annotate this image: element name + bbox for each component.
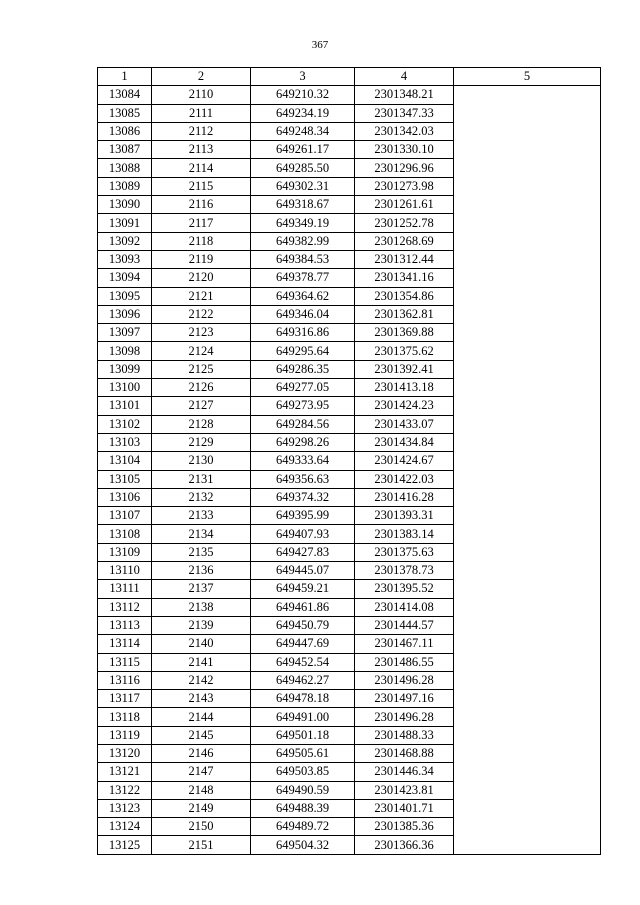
- cell-note: [454, 196, 601, 214]
- cell-y-coordinate: 2301342.03: [355, 122, 454, 140]
- cell-x-coordinate: 649384.53: [251, 250, 355, 268]
- table-row: [98, 104, 601, 122]
- table-row: [98, 379, 601, 397]
- cell-x-coordinate: 649490.59: [251, 781, 355, 799]
- table-row: [98, 708, 601, 726]
- cell-y-coordinate: 2301424.23: [355, 397, 454, 415]
- cell-note: [454, 177, 601, 195]
- cell-y-coordinate: 2301378.73: [355, 562, 454, 580]
- cell-x-coordinate: 649462.27: [251, 671, 355, 689]
- cell-vertex-number: 2116: [152, 196, 251, 214]
- cell-x-coordinate: 649346.04: [251, 305, 355, 323]
- cell-x-coordinate: 649333.64: [251, 452, 355, 470]
- cell-point-number: 13124: [98, 818, 152, 836]
- table-row: [98, 690, 601, 708]
- cell-y-coordinate: 2301446.34: [355, 763, 454, 781]
- cell-vertex-number: 2151: [152, 836, 251, 854]
- cell-note: [454, 708, 601, 726]
- cell-note: [454, 122, 601, 140]
- cell-y-coordinate: 2301468.88: [355, 744, 454, 762]
- cell-point-number: 13110: [98, 562, 152, 580]
- table-row: [98, 141, 601, 159]
- table-row: [98, 86, 601, 104]
- cell-y-coordinate: 2301401.71: [355, 799, 454, 817]
- cell-x-coordinate: 649407.93: [251, 525, 355, 543]
- cell-point-number: 13089: [98, 177, 152, 195]
- cell-note: [454, 525, 601, 543]
- cell-point-number: 13112: [98, 598, 152, 616]
- table-row: [98, 580, 601, 598]
- cell-note: [454, 726, 601, 744]
- cell-note: [454, 433, 601, 451]
- header-col-4: 4: [355, 68, 454, 86]
- cell-y-coordinate: 2301496.28: [355, 708, 454, 726]
- cell-point-number: 13100: [98, 379, 152, 397]
- cell-vertex-number: 2144: [152, 708, 251, 726]
- cell-point-number: 13102: [98, 415, 152, 433]
- cell-x-coordinate: 649504.32: [251, 836, 355, 854]
- cell-note: [454, 232, 601, 250]
- cell-y-coordinate: 2301252.78: [355, 214, 454, 232]
- cell-x-coordinate: 649234.19: [251, 104, 355, 122]
- cell-y-coordinate: 2301296.96: [355, 159, 454, 177]
- table-row: [98, 525, 601, 543]
- cell-vertex-number: 2114: [152, 159, 251, 177]
- cell-note: [454, 488, 601, 506]
- cell-note: [454, 360, 601, 378]
- cell-point-number: 13115: [98, 653, 152, 671]
- cell-note: [454, 653, 601, 671]
- cell-y-coordinate: 2301385.36: [355, 818, 454, 836]
- cell-vertex-number: 2137: [152, 580, 251, 598]
- table-row: [98, 269, 601, 287]
- table-row: [98, 159, 601, 177]
- cell-vertex-number: 2125: [152, 360, 251, 378]
- cell-x-coordinate: 649284.56: [251, 415, 355, 433]
- table-row: [98, 671, 601, 689]
- cell-x-coordinate: 649273.95: [251, 397, 355, 415]
- table-row: [98, 433, 601, 451]
- cell-x-coordinate: 649395.99: [251, 507, 355, 525]
- cell-note: [454, 159, 601, 177]
- cell-y-coordinate: 2301330.10: [355, 141, 454, 159]
- cell-x-coordinate: 649302.31: [251, 177, 355, 195]
- cell-point-number: 13107: [98, 507, 152, 525]
- cell-point-number: 13095: [98, 287, 152, 305]
- table-row: [98, 653, 601, 671]
- cell-point-number: 13085: [98, 104, 152, 122]
- cell-x-coordinate: 649488.39: [251, 799, 355, 817]
- table-row: [98, 250, 601, 268]
- cell-y-coordinate: 2301341.16: [355, 269, 454, 287]
- cell-vertex-number: 2110: [152, 86, 251, 104]
- cell-y-coordinate: 2301467.11: [355, 635, 454, 653]
- cell-point-number: 13122: [98, 781, 152, 799]
- cell-vertex-number: 2122: [152, 305, 251, 323]
- cell-point-number: 13114: [98, 635, 152, 653]
- table-row: [98, 360, 601, 378]
- table-row: [98, 324, 601, 342]
- cell-x-coordinate: 649349.19: [251, 214, 355, 232]
- header-row: [98, 68, 601, 86]
- table-row: [98, 543, 601, 561]
- cell-x-coordinate: 649318.67: [251, 196, 355, 214]
- cell-vertex-number: 2138: [152, 598, 251, 616]
- cell-y-coordinate: 2301434.84: [355, 433, 454, 451]
- cell-y-coordinate: 2301423.81: [355, 781, 454, 799]
- cell-note: [454, 452, 601, 470]
- table-row: [98, 744, 601, 762]
- table-row: [98, 507, 601, 525]
- cell-point-number: 13090: [98, 196, 152, 214]
- cell-point-number: 13108: [98, 525, 152, 543]
- cell-point-number: 13113: [98, 616, 152, 634]
- cell-y-coordinate: 2301413.18: [355, 379, 454, 397]
- cell-vertex-number: 2124: [152, 342, 251, 360]
- page-number: 367: [311, 39, 329, 51]
- cell-note: [454, 562, 601, 580]
- table-row: [98, 196, 601, 214]
- table-row: [98, 616, 601, 634]
- cell-note: [454, 269, 601, 287]
- cell-vertex-number: 2133: [152, 507, 251, 525]
- table-row: [98, 177, 601, 195]
- cell-x-coordinate: 649450.79: [251, 616, 355, 634]
- cell-y-coordinate: 2301416.28: [355, 488, 454, 506]
- table-row: [98, 287, 601, 305]
- cell-note: [454, 818, 601, 836]
- cell-x-coordinate: 649286.35: [251, 360, 355, 378]
- cell-note: [454, 635, 601, 653]
- cell-note: [454, 250, 601, 268]
- cell-point-number: 13125: [98, 836, 152, 854]
- cell-y-coordinate: 2301393.31: [355, 507, 454, 525]
- cell-point-number: 13120: [98, 744, 152, 762]
- cell-x-coordinate: 649491.00: [251, 708, 355, 726]
- cell-vertex-number: 2132: [152, 488, 251, 506]
- cell-vertex-number: 2135: [152, 543, 251, 561]
- cell-y-coordinate: 2301261.61: [355, 196, 454, 214]
- cell-note: [454, 507, 601, 525]
- cell-point-number: 13119: [98, 726, 152, 744]
- cell-note: [454, 690, 601, 708]
- cell-y-coordinate: 2301424.67: [355, 452, 454, 470]
- cell-vertex-number: 2128: [152, 415, 251, 433]
- cell-y-coordinate: 2301422.03: [355, 470, 454, 488]
- cell-note: [454, 342, 601, 360]
- cell-note: [454, 580, 601, 598]
- cell-note: [454, 744, 601, 762]
- cell-x-coordinate: 649210.32: [251, 86, 355, 104]
- table-body: [98, 86, 601, 854]
- cell-note: [454, 763, 601, 781]
- cell-point-number: 13097: [98, 324, 152, 342]
- cell-vertex-number: 2141: [152, 653, 251, 671]
- cell-point-number: 13094: [98, 269, 152, 287]
- cell-x-coordinate: 649364.62: [251, 287, 355, 305]
- cell-point-number: 13098: [98, 342, 152, 360]
- cell-note: [454, 324, 601, 342]
- cell-y-coordinate: 2301375.62: [355, 342, 454, 360]
- table-row: [98, 214, 601, 232]
- cell-vertex-number: 2115: [152, 177, 251, 195]
- cell-note: [454, 287, 601, 305]
- cell-x-coordinate: 649445.07: [251, 562, 355, 580]
- table-row: [98, 799, 601, 817]
- cell-vertex-number: 2130: [152, 452, 251, 470]
- cell-x-coordinate: 649501.18: [251, 726, 355, 744]
- cell-note: [454, 214, 601, 232]
- cell-vertex-number: 2112: [152, 122, 251, 140]
- cell-vertex-number: 2131: [152, 470, 251, 488]
- cell-x-coordinate: 649447.69: [251, 635, 355, 653]
- cell-note: [454, 397, 601, 415]
- cell-x-coordinate: 649356.63: [251, 470, 355, 488]
- cell-point-number: 13084: [98, 86, 152, 104]
- cell-vertex-number: 2140: [152, 635, 251, 653]
- cell-vertex-number: 2127: [152, 397, 251, 415]
- cell-note: [454, 799, 601, 817]
- cell-x-coordinate: 649461.86: [251, 598, 355, 616]
- cell-vertex-number: 2123: [152, 324, 251, 342]
- header-col-3: 3: [251, 68, 355, 86]
- cell-note: [454, 379, 601, 397]
- cell-x-coordinate: 649248.34: [251, 122, 355, 140]
- table-row: [98, 305, 601, 323]
- cell-point-number: 13091: [98, 214, 152, 232]
- cell-point-number: 13105: [98, 470, 152, 488]
- cell-note: [454, 781, 601, 799]
- cell-vertex-number: 2145: [152, 726, 251, 744]
- cell-vertex-number: 2113: [152, 141, 251, 159]
- cell-vertex-number: 2126: [152, 379, 251, 397]
- cell-point-number: 13103: [98, 433, 152, 451]
- cell-y-coordinate: 2301395.52: [355, 580, 454, 598]
- cell-x-coordinate: 649285.50: [251, 159, 355, 177]
- table-row: [98, 452, 601, 470]
- cell-note: [454, 616, 601, 634]
- cell-vertex-number: 2147: [152, 763, 251, 781]
- cell-vertex-number: 2142: [152, 671, 251, 689]
- cell-y-coordinate: 2301354.86: [355, 287, 454, 305]
- table-row: [98, 598, 601, 616]
- cell-point-number: 13109: [98, 543, 152, 561]
- cell-y-coordinate: 2301444.57: [355, 616, 454, 634]
- table-row: [98, 122, 601, 140]
- cell-x-coordinate: 649452.54: [251, 653, 355, 671]
- cell-point-number: 13123: [98, 799, 152, 817]
- cell-point-number: 13117: [98, 690, 152, 708]
- cell-point-number: 13096: [98, 305, 152, 323]
- cell-note: [454, 671, 601, 689]
- cell-x-coordinate: 649489.72: [251, 818, 355, 836]
- cell-y-coordinate: 2301347.33: [355, 104, 454, 122]
- cell-x-coordinate: 649295.64: [251, 342, 355, 360]
- cell-x-coordinate: 649316.86: [251, 324, 355, 342]
- cell-point-number: 13118: [98, 708, 152, 726]
- cell-vertex-number: 2129: [152, 433, 251, 451]
- cell-note: [454, 305, 601, 323]
- header-col-5: 5: [454, 68, 601, 86]
- cell-vertex-number: 2121: [152, 287, 251, 305]
- table-row: [98, 415, 601, 433]
- cell-y-coordinate: 2301383.14: [355, 525, 454, 543]
- cell-point-number: 13106: [98, 488, 152, 506]
- cell-y-coordinate: 2301268.69: [355, 232, 454, 250]
- cell-vertex-number: 2146: [152, 744, 251, 762]
- table-row: [98, 232, 601, 250]
- cell-x-coordinate: 649261.17: [251, 141, 355, 159]
- table-row: [98, 836, 601, 854]
- table-row: [98, 488, 601, 506]
- cell-note: [454, 543, 601, 561]
- cell-y-coordinate: 2301497.16: [355, 690, 454, 708]
- table-row: [98, 342, 601, 360]
- cell-vertex-number: 2143: [152, 690, 251, 708]
- cell-vertex-number: 2134: [152, 525, 251, 543]
- cell-y-coordinate: 2301366.36: [355, 836, 454, 854]
- cell-y-coordinate: 2301496.28: [355, 671, 454, 689]
- cell-point-number: 13101: [98, 397, 152, 415]
- header-col-1: 1: [98, 68, 152, 86]
- table-row: [98, 635, 601, 653]
- cell-y-coordinate: 2301486.55: [355, 653, 454, 671]
- cell-x-coordinate: 649478.18: [251, 690, 355, 708]
- cell-x-coordinate: 649505.61: [251, 744, 355, 762]
- cell-y-coordinate: 2301362.81: [355, 305, 454, 323]
- table-header: [98, 68, 601, 86]
- cell-vertex-number: 2119: [152, 250, 251, 268]
- cell-note: [454, 836, 601, 854]
- cell-point-number: 13121: [98, 763, 152, 781]
- cell-note: [454, 598, 601, 616]
- cell-vertex-number: 2149: [152, 799, 251, 817]
- coordinates-table: [97, 67, 601, 855]
- cell-point-number: 13099: [98, 360, 152, 378]
- cell-x-coordinate: 649298.26: [251, 433, 355, 451]
- table-row: [98, 470, 601, 488]
- cell-x-coordinate: 649459.21: [251, 580, 355, 598]
- cell-x-coordinate: 649382.99: [251, 232, 355, 250]
- cell-y-coordinate: 2301369.88: [355, 324, 454, 342]
- cell-point-number: 13086: [98, 122, 152, 140]
- cell-vertex-number: 2136: [152, 562, 251, 580]
- cell-vertex-number: 2139: [152, 616, 251, 634]
- cell-note: [454, 86, 601, 104]
- cell-y-coordinate: 2301488.33: [355, 726, 454, 744]
- table-row: [98, 763, 601, 781]
- cell-x-coordinate: 649503.85: [251, 763, 355, 781]
- table-row: [98, 818, 601, 836]
- cell-point-number: 13111: [98, 580, 152, 598]
- cell-y-coordinate: 2301375.63: [355, 543, 454, 561]
- cell-vertex-number: 2118: [152, 232, 251, 250]
- cell-note: [454, 415, 601, 433]
- cell-note: [454, 141, 601, 159]
- cell-vertex-number: 2111: [152, 104, 251, 122]
- cell-vertex-number: 2150: [152, 818, 251, 836]
- table-row: [98, 397, 601, 415]
- header-col-2: 2: [152, 68, 251, 86]
- cell-y-coordinate: 2301392.41: [355, 360, 454, 378]
- cell-y-coordinate: 2301273.98: [355, 177, 454, 195]
- cell-point-number: 13092: [98, 232, 152, 250]
- cell-point-number: 13088: [98, 159, 152, 177]
- cell-point-number: 13104: [98, 452, 152, 470]
- cell-x-coordinate: 649427.83: [251, 543, 355, 561]
- cell-y-coordinate: 2301433.07: [355, 415, 454, 433]
- cell-x-coordinate: 649277.05: [251, 379, 355, 397]
- cell-vertex-number: 2148: [152, 781, 251, 799]
- table-row: [98, 726, 601, 744]
- table-row: [98, 781, 601, 799]
- cell-vertex-number: 2120: [152, 269, 251, 287]
- cell-y-coordinate: 2301312.44: [355, 250, 454, 268]
- cell-y-coordinate: 2301414.08: [355, 598, 454, 616]
- cell-note: [454, 104, 601, 122]
- cell-point-number: 13116: [98, 671, 152, 689]
- cell-y-coordinate: 2301348.21: [355, 86, 454, 104]
- cell-vertex-number: 2117: [152, 214, 251, 232]
- table-row: [98, 562, 601, 580]
- cell-point-number: 13087: [98, 141, 152, 159]
- cell-point-number: 13093: [98, 250, 152, 268]
- cell-note: [454, 470, 601, 488]
- cell-x-coordinate: 649374.32: [251, 488, 355, 506]
- cell-x-coordinate: 649378.77: [251, 269, 355, 287]
